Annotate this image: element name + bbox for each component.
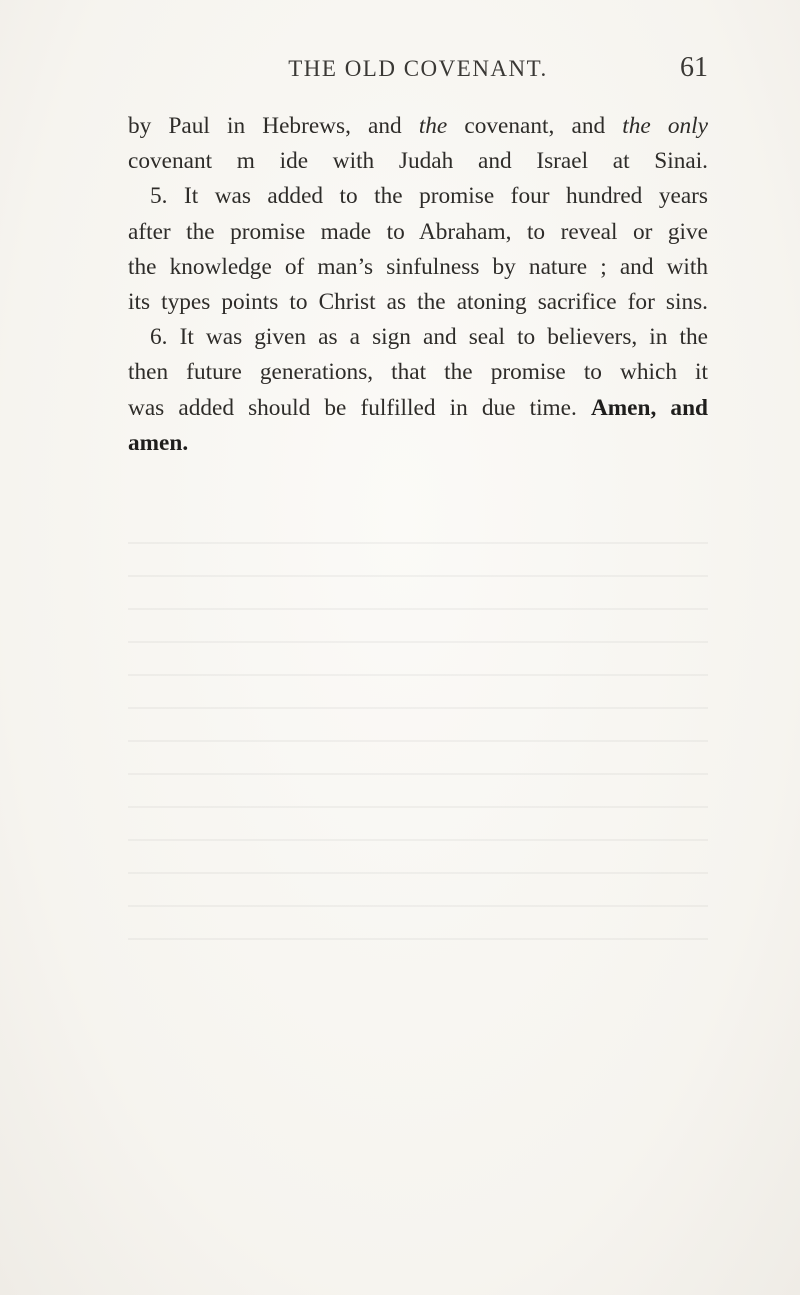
text-segment: was added should be fulfilled in due time. xyxy=(128,394,591,421)
text-segment: covenant, and xyxy=(447,113,623,139)
text-line-10: amen. xyxy=(128,429,189,456)
body-text xyxy=(128,109,708,461)
bold-text: Amen, and xyxy=(590,394,708,421)
text-segment: by Paul in Hebrews, and xyxy=(128,113,419,139)
text-line-4: after the promise made to Abraham, to reveal or give xyxy=(128,218,708,245)
text-line-1 xyxy=(128,109,708,144)
text-line-3: 5. It was added to the promise four hundred years xyxy=(150,183,708,210)
page-number: 61 xyxy=(680,52,708,83)
text-line-6: its types points to Christ as the atoning sacrifice for sins. xyxy=(128,289,708,316)
running-title: THE OLD COVENANT. xyxy=(288,56,548,81)
italic-text: the xyxy=(418,113,448,139)
text-line-5: the knowledge of man’s sinfulness by nature ; and with xyxy=(128,253,708,280)
text-line-2: covenant m ide with Judah and Israel at Sinai. xyxy=(128,148,708,175)
text-line-7: 6. It was given as a sign and seal to believers, in the xyxy=(150,324,708,351)
text-line-8: then future generations, that the promise to which it xyxy=(128,359,708,386)
bleed-through-texture xyxy=(128,520,708,940)
italic-text: the only xyxy=(622,113,708,139)
text-line-9 xyxy=(128,391,708,426)
page-header xyxy=(128,52,708,96)
